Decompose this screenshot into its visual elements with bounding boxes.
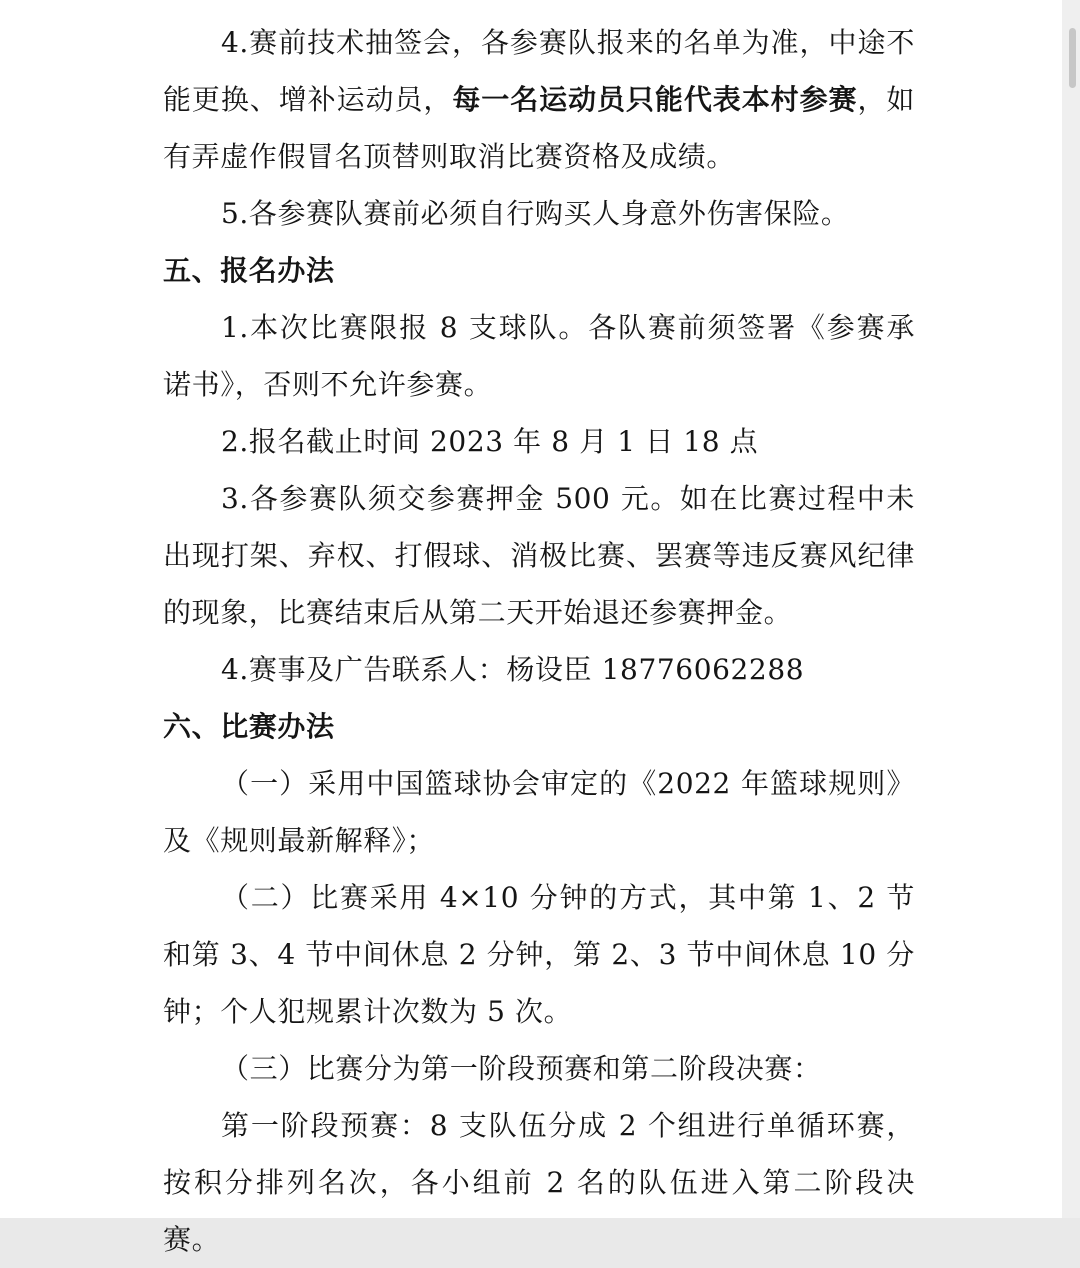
paragraph-item-5: 5.各参赛队赛前必须自行购买人身意外伤害保险。 xyxy=(221,197,850,230)
paragraph-registration-2: 2.报名截止时间 2023 年 8 月 1 日 18 点 xyxy=(221,425,759,458)
scrollbar[interactable] xyxy=(1062,0,1080,1218)
paragraph-item-4 xyxy=(163,14,915,185)
paragraph-registration-1: 1.本次比赛限报 8 支球队。各队赛前须签署《参赛承诺书》，否则不允许参赛。 xyxy=(163,311,915,401)
scrollbar-thumb[interactable] xyxy=(1069,28,1076,88)
item-4-text-start: 4.赛前技术抽签会，各参赛队报来的名单为准，中途不能更换、增补运动员， xyxy=(163,26,915,116)
paragraph-registration-3: 3.各参赛队须交参赛押金 500 元。如在比赛过程中未出现打架、弃权、打假球、消极比赛、罢赛等违反赛风纪律的现象，比赛结束后从第二天开始退还参赛押金。 xyxy=(163,482,915,629)
paragraph-registration-4: 4.赛事及广告联系人：杨设臣 18776062288 xyxy=(221,653,805,686)
paragraph-rule-2: （二）比赛采用 4×10 分钟的方式，其中第 1、2 节和第 3、4 节中间休息 2 分钟，第 2、3 节中间休息 10 分钟；个人犯规累计次数为 5 次。 xyxy=(163,881,915,1028)
paragraph-rule-1: （一）采用中国篮球协会审定的《2022 年篮球规则》及《规则最新解释》； xyxy=(163,767,915,857)
document-body xyxy=(163,14,915,1268)
paragraph-rule-3: （三）比赛分为第一阶段预赛和第二阶段决赛： xyxy=(221,1052,822,1085)
section-heading-registration: 五、报名办法 xyxy=(163,254,335,287)
item-4-text-end: ，如有弄虚作假冒名顶替则取消比赛资格及成绩。 xyxy=(163,83,915,173)
item-4-bold-text: 每一名运动员只能代表本村参赛 xyxy=(452,83,858,116)
paragraph-stage-1: 第一阶段预赛：8 支队伍分成 2 个组进行单循环赛，按积分排列名次，各小组前 2 名的队伍进入第二阶段决赛。 xyxy=(163,1109,915,1256)
section-heading-competition: 六、比赛办法 xyxy=(163,710,335,743)
